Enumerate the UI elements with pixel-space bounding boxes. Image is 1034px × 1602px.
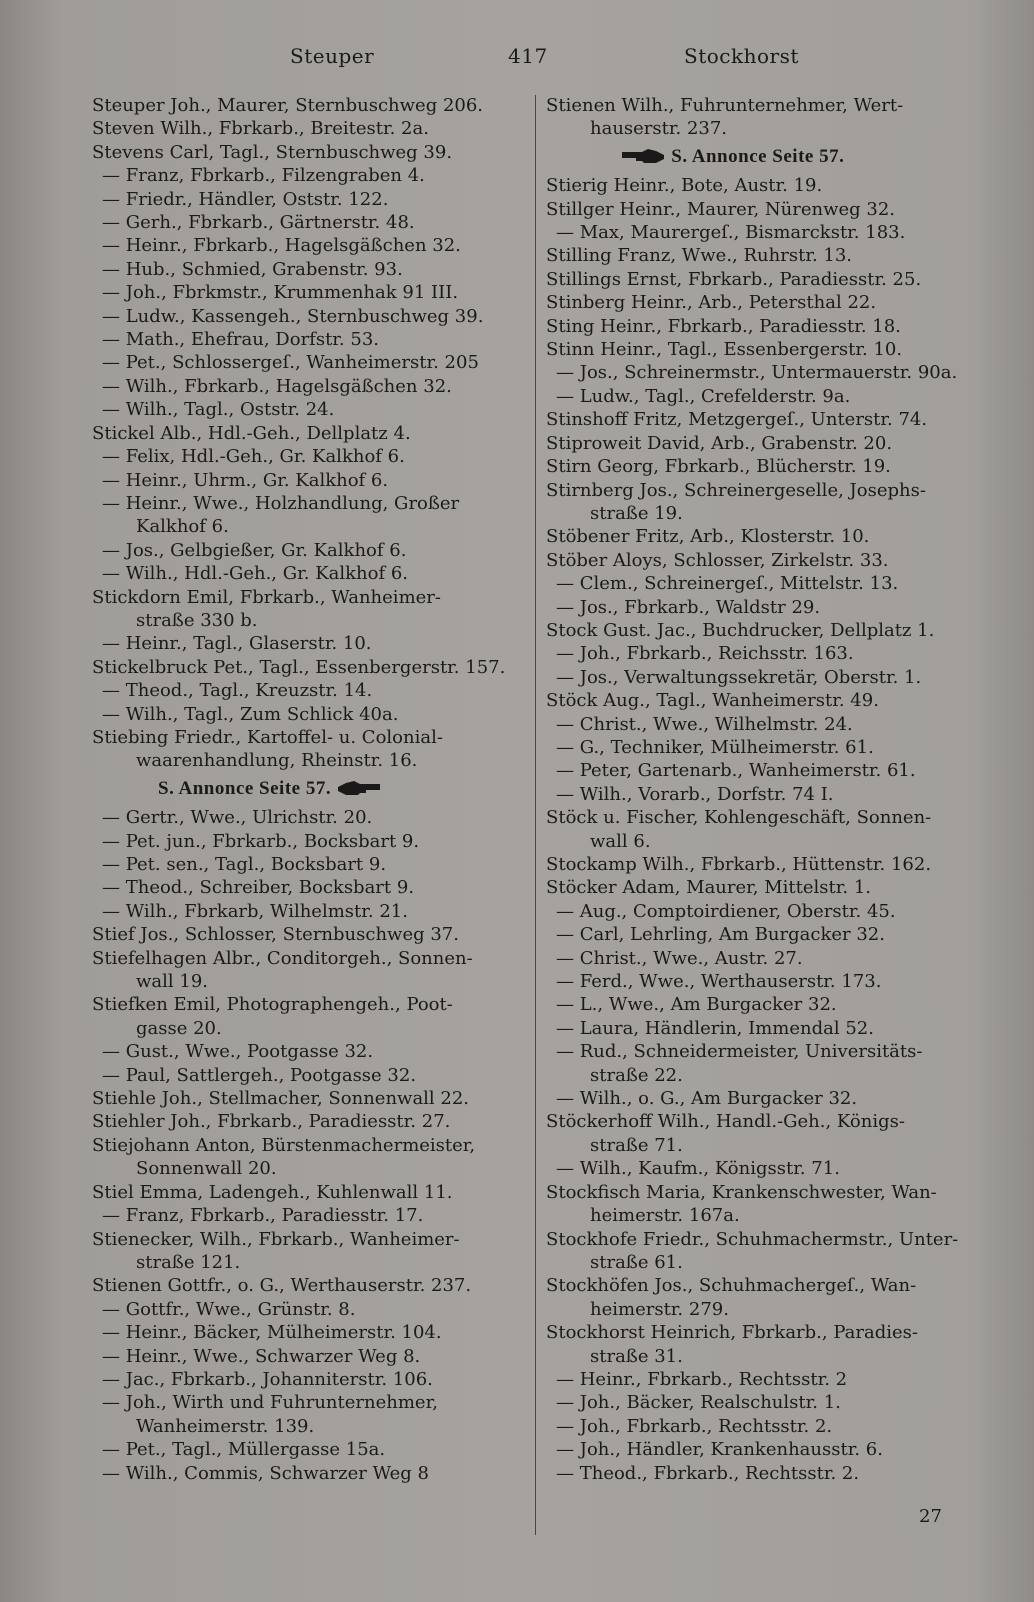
list-item-continuation: hauserstr. 237. xyxy=(590,118,728,140)
list-item: Stienecker, Wilh., Fbrkarb., Wanheimer- xyxy=(92,1228,460,1250)
list-item: Stiebing Friedr., Kartoffel- u. Colonial- xyxy=(92,726,443,748)
list-item: — Pet. jun., Fbrkarb., Bocksbart 9. xyxy=(102,830,420,852)
list-item: Steven Wilh., Fbrkarb., Breitestr. 2a. xyxy=(92,118,429,140)
list-item: Stilling Franz, Wwe., Ruhrstr. 13. xyxy=(546,245,853,267)
list-item: — Heinr., Fbrkarb., Hagelsgäßchen 32. xyxy=(102,235,461,257)
list-item: — Theod., Schreiber, Bocksbart 9. xyxy=(102,877,415,899)
list-item: Stinberg Heinr., Arb., Petersthal 22. xyxy=(546,292,877,314)
list-item: — Heinr., Fbrkarb., Rechtsstr. 2 xyxy=(556,1368,848,1390)
list-item: — Wilh., Hdl.-Geh., Gr. Kalkhof 6. xyxy=(102,563,409,585)
list-item: — Peter, Gartenarb., Wanheimerstr. 61. xyxy=(556,760,916,782)
list-item: — Heinr., Uhrm., Gr. Kalkhof 6. xyxy=(102,469,389,491)
list-item: — Wilh., Fbrkarb., Hagelsgäßchen 32. xyxy=(102,375,452,397)
list-item-continuation: Wanheimerstr. 139. xyxy=(136,1415,315,1437)
list-item: Stöber Aloys, Schlosser, Zirkelstr. 33. xyxy=(546,549,889,571)
list-item: — Jos., Fbrkarb., Waldstr 29. xyxy=(556,596,821,618)
list-item: Stockhorst Heinrich, Fbrkarb., Paradies- xyxy=(546,1322,918,1344)
list-item: Stirnberg Jos., Schreinergeselle, Josephs- xyxy=(546,479,926,501)
list-item: Stöbener Fritz, Arb., Klosterstr. 10. xyxy=(546,526,870,548)
list-item-continuation: Kalkhof 6. xyxy=(136,516,229,538)
list-item: — Heinr., Tagl., Glaserstr. 10. xyxy=(102,633,372,655)
list-item-continuation: straße 31. xyxy=(590,1345,683,1367)
list-item: — Ferd., Wwe., Werthauserstr. 173. xyxy=(556,971,882,993)
list-item: Stockamp Wilh., Fbrkarb., Hüttenstr. 162. xyxy=(546,854,932,875)
list-item: — Wilh., Fbrkarb, Wilhelmstr. 21. xyxy=(102,900,408,922)
list-item: Stickdorn Emil, Fbrkarb., Wanheimer- xyxy=(92,586,441,608)
list-item: Stickel Alb., Hdl.-Geh., Dellplatz 4. xyxy=(92,422,411,444)
list-item-continuation: Sonnenwall 20. xyxy=(136,1158,277,1180)
list-item-continuation: straße 22. xyxy=(590,1064,683,1086)
list-item: — Theod., Tagl., Kreuzstr. 14. xyxy=(102,680,373,702)
list-item: Stevens Carl, Tagl., Sternbuschweg 39. xyxy=(92,141,453,163)
list-item: Stienen Gottfr., o. G., Werthauserstr. 237. xyxy=(92,1275,472,1297)
list-item: Steuper Joh., Maurer, Sternbuschweg 206. xyxy=(92,95,484,116)
list-item: — Friedr., Händler, Oststr. 122. xyxy=(102,188,389,210)
list-item: — Gerh., Fbrkarb., Gärtnerstr. 48. xyxy=(102,212,415,234)
list-item-continuation: waarenhandlung, Rheinstr. 16. xyxy=(136,750,418,772)
list-item: Stiproweit David, Arb., Grabenstr. 20. xyxy=(546,432,893,454)
list-item: Stöck Aug., Tagl., Wanheimerstr. 49. xyxy=(546,690,879,712)
list-item: — Ludw., Tagl., Crefelderstr. 9a. xyxy=(556,385,851,407)
list-item: Stöck u. Fischer, Kohlengeschäft, Sonnen- xyxy=(546,807,932,829)
list-item-continuation: straße 330 b. xyxy=(136,609,258,631)
list-item: Stinshoff Fritz, Metzgergeſ., Unterstr. 74. xyxy=(546,409,928,431)
list-item: — Joh., Fbrkarb., Reichsstr. 163. xyxy=(556,643,854,665)
list-item: Stiefelhagen Albr., Conditorgeh., Sonnen- xyxy=(92,947,473,969)
list-item: — Max, Maurergeſ., Bismarckstr. 183. xyxy=(556,222,906,244)
list-item: Stinn Heinr., Tagl., Essenbergerstr. 10. xyxy=(546,339,903,361)
list-item-continuation: heimerstr. 279. xyxy=(590,1298,729,1320)
list-item: — Wilh., Tagl., Oststr. 24. xyxy=(102,399,335,421)
list-item: — Paul, Sattlergeh., Pootgasse 32. xyxy=(102,1064,417,1086)
list-item: — Heinr., Bäcker, Mülheimerstr. 104. xyxy=(102,1322,442,1344)
running-header-right: Stockhorst xyxy=(684,44,799,68)
list-item: Stickelbruck Pet., Tagl., Essenbergerstr. 157. xyxy=(92,656,506,678)
annonce-notice-left xyxy=(92,777,524,800)
list-item: — Franz, Fbrkarb., Filzengraben 4. xyxy=(102,165,425,187)
list-item-continuation: straße 19. xyxy=(590,502,683,524)
list-item: Stirn Georg, Fbrkarb., Blücherstr. 19. xyxy=(546,456,891,478)
list-item: Stiefken Emil, Photographengeh., Poot- xyxy=(92,994,453,1016)
list-item: — Wilh., o. G., Am Burgacker 32. xyxy=(556,1088,858,1110)
list-item: — Gust., Wwe., Pootgasse 32. xyxy=(102,1041,374,1063)
list-item: — Christ., Wwe., Wilhelmstr. 24. xyxy=(556,713,853,735)
right-column xyxy=(546,94,978,1485)
list-item: — G., Techniker, Mülheimerstr. 61. xyxy=(556,736,874,758)
list-item-continuation: straße 61. xyxy=(590,1251,683,1273)
list-item: — Heinr., Wwe., Schwarzer Weg 8. xyxy=(102,1345,421,1367)
list-item: — Wilh., Kaufm., Königsstr. 71. xyxy=(556,1158,840,1180)
list-item: Stiehle Joh., Stellmacher, Sonnenwall 22. xyxy=(92,1088,470,1110)
list-item: Stiejohann Anton, Bürstenmachermeister, xyxy=(92,1134,476,1156)
list-item-continuation: straße 121. xyxy=(136,1251,241,1273)
list-item: Stillings Ernst, Fbrkarb., Paradiesstr. 25. xyxy=(546,268,922,290)
annonce-notice-right xyxy=(546,145,978,168)
left-column xyxy=(92,94,524,1485)
list-item: Stienen Wilh., Fuhrunternehmer, Wert- xyxy=(546,95,904,116)
list-item: Stief Jos., Schlosser, Sternbuschweg 37. xyxy=(92,924,459,946)
list-item: — Joh., Wirth und Fuhrunternehmer, xyxy=(102,1392,438,1414)
list-item: — Franz, Fbrkarb., Paradiesstr. 17. xyxy=(102,1205,424,1227)
list-item: — Christ., Wwe., Austr. 27. xyxy=(556,947,803,969)
list-item: — Wilh., Tagl., Zum Schlick 40a. xyxy=(102,703,399,725)
list-item-continuation: heimerstr. 167a. xyxy=(590,1205,740,1227)
list-item: Stillger Heinr., Maurer, Nürenweg 32. xyxy=(546,198,896,220)
annonce-text: S. Annonce Seite 57. xyxy=(158,777,332,799)
signature-mark: 27 xyxy=(919,1506,942,1527)
list-item: — Theod., Fbrkarb., Rechtsstr. 2. xyxy=(556,1462,860,1484)
list-item: Stöckerhoff Wilh., Handl.-Geh., Königs- xyxy=(546,1111,905,1133)
list-item: — Carl, Lehrling, Am Burgacker 32. xyxy=(556,924,885,946)
list-item: — Felix, Hdl.-Geh., Gr. Kalkhof 6. xyxy=(102,446,405,468)
list-item: — Pet. sen., Tagl., Bocksbart 9. xyxy=(102,854,387,875)
list-item: Stöcker Adam, Maurer, Mittelstr. 1. xyxy=(546,877,871,899)
list-item-continuation: straße 71. xyxy=(590,1134,683,1156)
annonce-text: S. Annonce Seite 57. xyxy=(671,145,845,167)
list-item-continuation: gasse 20. xyxy=(136,1017,222,1039)
list-item: — Wilh., Commis, Schwarzer Weg 8 xyxy=(102,1462,429,1484)
column-divider xyxy=(535,95,536,1535)
pointing-hand-icon xyxy=(620,149,666,165)
list-item: — Wilh., Vorarb., Dorfstr. 74 I. xyxy=(556,783,834,805)
list-item: — Joh., Händler, Krankenhausstr. 6. xyxy=(556,1439,883,1461)
list-item: Stiel Emma, Ladengeh., Kuhlenwall 11. xyxy=(92,1181,453,1203)
list-item: — Aug., Comptoirdiener, Oberstr. 45. xyxy=(556,900,896,922)
pointing-hand-icon xyxy=(336,781,382,797)
list-item: Stockhöfen Jos., Schuhmachergeſ., Wan- xyxy=(546,1275,917,1297)
list-item: — Jac., Fbrkarb., Johanniterstr. 106. xyxy=(102,1368,433,1390)
list-item: — Gottfr., Wwe., Grünstr. 8. xyxy=(102,1298,356,1320)
list-item: — L., Wwe., Am Burgacker 32. xyxy=(556,994,837,1016)
list-item: — Jos., Verwaltungssekretär, Oberstr. 1. xyxy=(556,666,922,688)
list-item: — Hub., Schmied, Grabenstr. 93. xyxy=(102,258,403,280)
running-header-left: Steuper xyxy=(290,44,375,68)
list-item: — Rud., Schneidermeister, Universitäts- xyxy=(556,1041,923,1063)
list-item-continuation: wall 6. xyxy=(590,830,651,852)
list-item: Stiehler Joh., Fbrkarb., Paradiesstr. 27. xyxy=(92,1111,451,1133)
list-item: — Joh., Fbrkarb., Rechtsstr. 2. xyxy=(556,1415,833,1437)
list-item: — Gertr., Wwe., Ulrichstr. 20. xyxy=(102,807,373,829)
list-item: Sting Heinr., Fbrkarb., Paradiesstr. 18. xyxy=(546,315,901,337)
list-item: — Pet., Tagl., Müllergasse 15a. xyxy=(102,1439,386,1461)
list-item: Stockhofe Friedr., Schuhmachermstr., Unter- xyxy=(546,1228,959,1250)
list-item: — Joh., Bäcker, Realschulstr. 1. xyxy=(556,1392,841,1414)
list-item: — Heinr., Wwe., Holzhandlung, Großer xyxy=(102,492,460,514)
list-item: Stockfisch Maria, Krankenschwester, Wan- xyxy=(546,1181,937,1203)
list-item: — Jos., Gelbgießer, Gr. Kalkhof 6. xyxy=(102,539,407,561)
list-item-continuation: wall 19. xyxy=(136,971,208,993)
list-item: Stierig Heinr., Bote, Austr. 19. xyxy=(546,175,823,197)
list-item: — Pet., Schlossergeſ., Wanheimerstr. 205 xyxy=(102,352,479,374)
list-item: Stock Gust. Jac., Buchdrucker, Dellplatz 1. xyxy=(546,619,935,641)
list-item: — Jos., Schreinermstr., Untermauerstr. 90a. xyxy=(556,362,958,384)
page-number: 417 xyxy=(508,44,548,68)
list-item: — Math., Ehefrau, Dorfstr. 53. xyxy=(102,329,379,351)
list-item: — Ludw., Kassengeh., Sternbuschweg 39. xyxy=(102,305,484,327)
list-item: — Laura, Händlerin, Immendal 52. xyxy=(556,1017,874,1039)
list-item: — Joh., Fbrkmstr., Krummenhak 91 III. xyxy=(102,282,459,304)
list-item: — Clem., Schreinergeſ., Mittelstr. 13. xyxy=(556,573,899,595)
